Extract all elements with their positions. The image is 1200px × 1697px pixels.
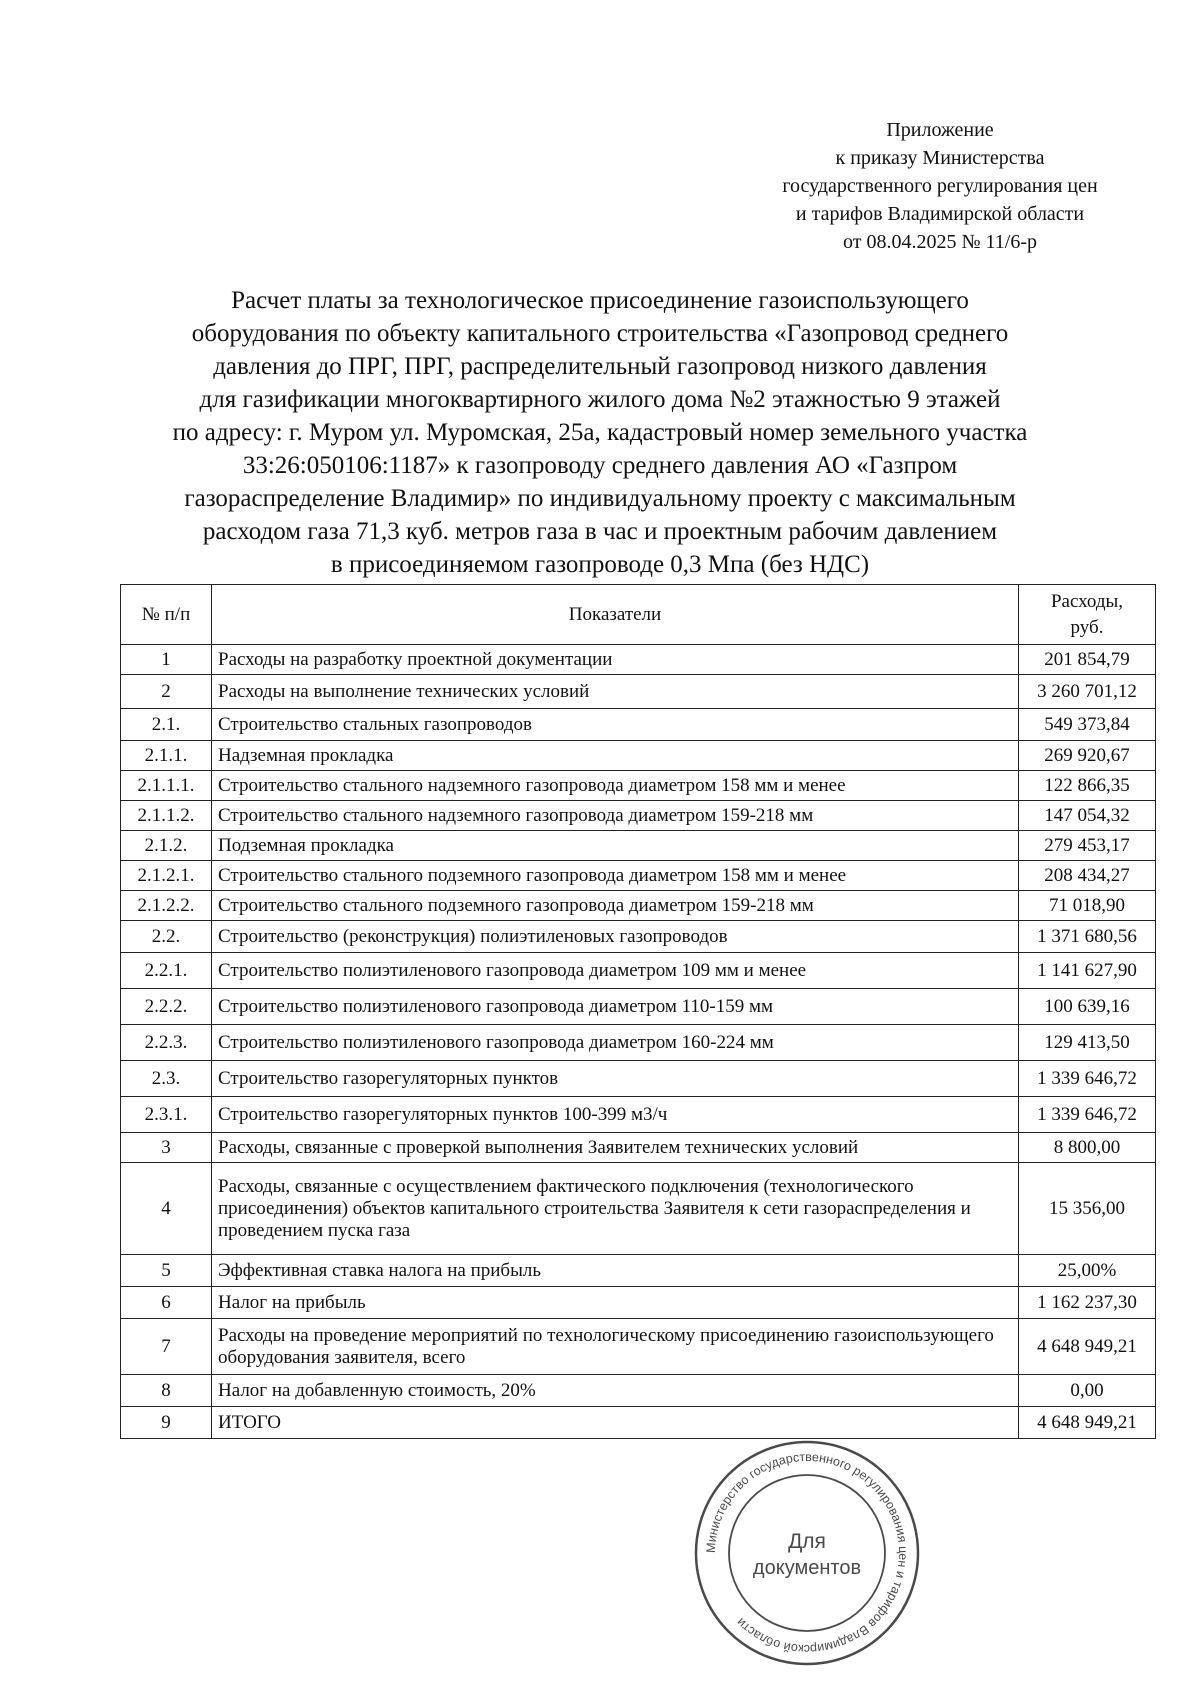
row-name: Эффективная ставка налога на прибыль <box>212 1255 1019 1287</box>
title-line: по адресу: г. Муром ул. Муромская, 25а, кадастровый номер земельного участка <box>172 419 1028 446</box>
row-value: 4 648 949,21 <box>1019 1319 1156 1375</box>
row-value: 25,00% <box>1019 1255 1156 1287</box>
row-num: 9 <box>121 1407 212 1439</box>
costs-table-body <box>121 645 1156 1439</box>
appendix-line: от 08.04.2025 № 11/6-р <box>842 231 1038 253</box>
row-num: 1 <box>121 645 212 675</box>
row-num: 2.1.1.2. <box>121 801 212 831</box>
table-row <box>121 1061 1156 1097</box>
row-value: 4 648 949,21 <box>1019 1407 1156 1439</box>
row-value: 549 373,84 <box>1019 709 1156 741</box>
header-name: Показатели <box>212 585 1019 645</box>
table-row <box>121 645 1156 675</box>
row-name: Строительство газорегуляторных пунктов <box>212 1061 1019 1097</box>
row-num: 2.1.2. <box>121 831 212 861</box>
table-row <box>121 1133 1156 1163</box>
appendix-line: Приложение <box>886 119 994 141</box>
stamp-center-line2: документов <box>752 1557 862 1579</box>
row-name: Строительство полиэтиленового газопровода диаметром 109 мм и менее <box>212 953 1019 989</box>
row-num: 2 <box>121 675 212 709</box>
table-row <box>121 1375 1156 1407</box>
table-row <box>121 675 1156 709</box>
title-line: в присоединяемом газопроводе 0,3 Мпа (без НДС) <box>330 551 870 578</box>
row-num: 8 <box>121 1375 212 1407</box>
table-row <box>121 921 1156 953</box>
row-value: 71 018,90 <box>1019 891 1156 921</box>
row-name: Строительство стальных газопроводов <box>212 709 1019 741</box>
header-value-line1: Расходы, <box>1050 590 1124 612</box>
row-num: 4 <box>121 1163 212 1255</box>
table-row <box>121 989 1156 1025</box>
row-value: 15 356,00 <box>1019 1163 1156 1255</box>
header-value <box>1019 585 1156 645</box>
row-value: 129 413,50 <box>1019 1025 1156 1061</box>
row-name: Расходы, связанные с осуществлением фактического подключения (технологического присоединения) объектов капитального строительства Заявителя к сети газораспределения и проведением пуска газа <box>212 1163 1019 1255</box>
row-name: Расходы на проведение мероприятий по технологическому присоединению газоиспользующего оборудования заявителя, всего <box>212 1319 1019 1375</box>
costs-table <box>120 584 1156 1439</box>
row-num: 2.1.1.1. <box>121 771 212 801</box>
table-header-row <box>121 585 1156 645</box>
row-name: Надземная прокладка <box>212 741 1019 771</box>
title-line: газораспределение Владимир» по индивидуальному проекту с максимальным <box>184 485 1016 512</box>
row-name: Строительство стального подземного газопровода диаметром 158 мм и менее <box>212 861 1019 891</box>
row-value: 1 141 627,90 <box>1019 953 1156 989</box>
stamp-inner-ring <box>729 1475 885 1631</box>
row-value: 122 866,35 <box>1019 771 1156 801</box>
official-stamp <box>692 1438 922 1668</box>
row-name: ИТОГО <box>212 1407 1019 1439</box>
appendix-line: и тарифов Владимирской области <box>795 203 1085 225</box>
table-row <box>121 953 1156 989</box>
row-value: 147 054,32 <box>1019 801 1156 831</box>
table-row <box>121 801 1156 831</box>
title-line: оборудования по объекту капитального строительства «Газопровод среднего <box>191 320 1009 347</box>
row-name: Строительство стального надземного газопровода диаметром 159-218 мм <box>212 801 1019 831</box>
row-num: 2.2.2. <box>121 989 212 1025</box>
row-num: 6 <box>121 1287 212 1319</box>
row-num: 2.1.2.1. <box>121 861 212 891</box>
row-name: Подземная прокладка <box>212 831 1019 861</box>
table-row <box>121 1255 1156 1287</box>
row-num: 3 <box>121 1133 212 1163</box>
table-row <box>121 831 1156 861</box>
header-value-line2: руб. <box>1070 616 1104 638</box>
row-name: Налог на прибыль <box>212 1287 1019 1319</box>
title-line: 33:26:050106:1187» к газопроводу среднего давления АО «Газпром <box>242 452 958 479</box>
table-row <box>121 741 1156 771</box>
table-row <box>121 1025 1156 1061</box>
table-row <box>121 771 1156 801</box>
row-name: Строительство (реконструкция) полиэтиленовых газопроводов <box>212 921 1019 953</box>
row-value: 279 453,17 <box>1019 831 1156 861</box>
appendix-line: к приказу Министерства <box>835 147 1045 169</box>
row-name: Расходы, связанные с проверкой выполнения Заявителем технических условий <box>212 1133 1019 1163</box>
row-num: 2.2.1. <box>121 953 212 989</box>
row-name: Расходы на разработку проектной документации <box>212 645 1019 675</box>
title-line: Расчет платы за технологическое присоединение газоиспользующего <box>231 287 969 314</box>
row-value: 0,00 <box>1019 1375 1156 1407</box>
stamp-ring-text: Министерство государственного регулирования цен и тарифов Владимирской области <box>703 1449 911 1657</box>
row-name: Строительство стального надземного газопровода диаметром 158 мм и менее <box>212 771 1019 801</box>
row-value: 100 639,16 <box>1019 989 1156 1025</box>
row-num: 2.1.1. <box>121 741 212 771</box>
stamp-center-line1: Для <box>788 1530 826 1553</box>
table-row <box>121 891 1156 921</box>
row-num: 2.3.1. <box>121 1097 212 1133</box>
appendix-line: государственного регулирования цен <box>782 175 1098 197</box>
title-line: давления до ПРГ, ПРГ, распределительный газопровод низкого давления <box>213 353 987 380</box>
table-row <box>121 1407 1156 1439</box>
document-title <box>120 284 1080 581</box>
appendix-block <box>700 116 1180 256</box>
row-num: 7 <box>121 1319 212 1375</box>
table-row <box>121 1097 1156 1133</box>
row-name: Строительство полиэтиленового газопровода диаметром 110-159 мм <box>212 989 1019 1025</box>
row-value: 208 434,27 <box>1019 861 1156 891</box>
row-name: Расходы на выполнение технических условий <box>212 675 1019 709</box>
row-num: 5 <box>121 1255 212 1287</box>
row-value: 1 339 646,72 <box>1019 1061 1156 1097</box>
title-line: расходом газа 71,3 куб. метров газа в час и проектным рабочим давлением <box>202 518 998 545</box>
row-value: 8 800,00 <box>1019 1133 1156 1163</box>
row-name: Строительство полиэтиленового газопровода диаметром 160-224 мм <box>212 1025 1019 1061</box>
row-name: Строительство стального подземного газопровода диаметром 159-218 мм <box>212 891 1019 921</box>
row-value: 201 854,79 <box>1019 645 1156 675</box>
table-row <box>121 709 1156 741</box>
table-row <box>121 1319 1156 1375</box>
row-value: 1 371 680,56 <box>1019 921 1156 953</box>
row-num: 2.2. <box>121 921 212 953</box>
title-line: для газификации многоквартирного жилого дома №2 этажностью 9 этажей <box>199 386 1001 413</box>
table-row <box>121 1287 1156 1319</box>
row-num: 2.3. <box>121 1061 212 1097</box>
row-name: Строительство газорегуляторных пунктов 100-399 м3/ч <box>212 1097 1019 1133</box>
row-value: 1 339 646,72 <box>1019 1097 1156 1133</box>
row-value: 1 162 237,30 <box>1019 1287 1156 1319</box>
table-row <box>121 861 1156 891</box>
row-num: 2.1. <box>121 709 212 741</box>
row-name: Налог на добавленную стоимость, 20% <box>212 1375 1019 1407</box>
header-num: № п/п <box>121 585 212 645</box>
row-num: 2.1.2.2. <box>121 891 212 921</box>
row-value: 3 260 701,12 <box>1019 675 1156 709</box>
table-row <box>121 1163 1156 1255</box>
row-value: 269 920,67 <box>1019 741 1156 771</box>
row-num: 2.2.3. <box>121 1025 212 1061</box>
